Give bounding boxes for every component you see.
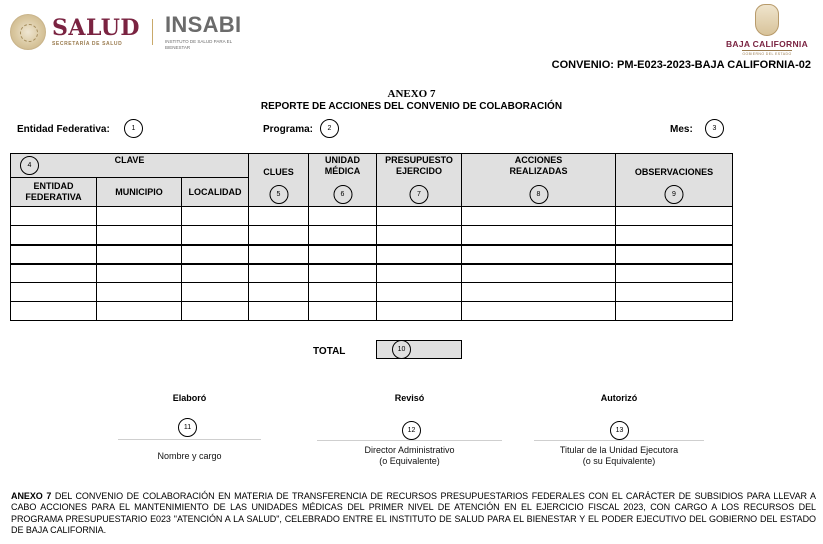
signature-reviso-marker[interactable]: 12 <box>402 421 421 440</box>
table-cell[interactable] <box>97 245 182 264</box>
signature-elaboro-title: Elaboró <box>172 393 207 403</box>
table-cell[interactable] <box>182 283 249 302</box>
annex-title: ANEXO 7 <box>387 88 436 100</box>
total-value-field[interactable] <box>376 340 462 359</box>
header-entidad-label: ENTIDAD FEDERATIVA <box>25 181 82 202</box>
table-cell[interactable] <box>309 226 377 245</box>
mexico-coat-of-arms-icon <box>10 14 46 50</box>
salud-insabi-logo <box>10 12 241 52</box>
signature-autorizo-caption <box>534 445 704 467</box>
signature-reviso-caption-line2: (o Equivalente) <box>379 456 440 466</box>
table-cell[interactable] <box>616 283 733 302</box>
table-cell[interactable] <box>249 302 309 321</box>
table-cell[interactable] <box>462 302 616 321</box>
insabi-logo-subtitle: INSTITUTO DE SALUD PARA EL BIENESTAR <box>165 39 232 50</box>
table-cell[interactable] <box>249 264 309 283</box>
header-presupuesto-label: PRESUPUESTO EJERCIDO <box>385 155 453 176</box>
field-programa-marker[interactable]: 2 <box>320 119 339 138</box>
table-cell[interactable] <box>616 226 733 245</box>
table-cell[interactable] <box>377 226 462 245</box>
table-row <box>11 207 733 226</box>
table-cell[interactable] <box>97 226 182 245</box>
header-acciones-realizadas <box>462 154 616 207</box>
table-cell[interactable] <box>462 245 616 264</box>
table-cell[interactable] <box>97 283 182 302</box>
table-cell[interactable] <box>97 302 182 321</box>
table-cell[interactable] <box>616 302 733 321</box>
signature-reviso-caption <box>317 445 502 467</box>
table-cell[interactable] <box>11 207 97 226</box>
table-cell[interactable] <box>97 264 182 283</box>
logo-divider <box>152 19 153 45</box>
acciones-marker[interactable]: 8 <box>529 185 548 204</box>
table-cell[interactable] <box>249 226 309 245</box>
table-cell[interactable] <box>249 283 309 302</box>
actions-report-table <box>10 153 733 321</box>
footer-bold-lead: ANEXO 7 <box>11 491 52 501</box>
field-entidad-label: Entidad Federativa: <box>17 124 110 135</box>
header-localidad <box>182 178 249 207</box>
table-cell[interactable] <box>377 283 462 302</box>
signature-elaboro-caption <box>118 451 261 462</box>
total-label: TOTAL <box>313 346 346 357</box>
table-row <box>11 302 733 321</box>
header-unidad-medica <box>309 154 377 207</box>
baja-california-shield-icon <box>755 4 779 36</box>
table-cell[interactable] <box>377 207 462 226</box>
field-mes-label: Mes: <box>670 124 693 135</box>
header-municipio <box>97 178 182 207</box>
header-acciones-label: ACCIONES REALIZADAS <box>509 155 568 176</box>
footer-body: DEL CONVENIO DE COLABORACIÓN EN MATERIA DE TRANSFERENCIA DE RECURSOS PRESUPUESTARIOS FEDERALES CON EL CARÁCTER DE SUBSIDIOS PARA LLEVAR A CABO ACCIONES PARA EL MANTENIMIENTO DE LAS UNIDADES MÉDICAS DEL PRIMER NIVEL DE ATENCIÓN EN EL EJERCICIO FISCAL 2023, CON CARGO A LOS RECURSOS DEL PROGRAMA PRESUPUESTARIO E023 "ATENCIÓN A LA SALUD", CELEBRADO ENTRE EL INSTITUTO DE SALUD PARA EL BIENESTAR Y EL PODER EJECUTIVO DEL GOBIERNO DEL ESTADO DE BAJA CALIFORNIA. <box>11 491 816 535</box>
header-localidad-label: LOCALIDAD <box>188 186 242 197</box>
clues-marker[interactable]: 5 <box>269 185 288 204</box>
footer-legal-text <box>11 491 816 536</box>
header-entidad-federativa <box>11 178 97 207</box>
table-cell[interactable] <box>616 245 733 264</box>
table-cell[interactable] <box>249 207 309 226</box>
field-entidad-marker[interactable]: 1 <box>124 119 143 138</box>
table-cell[interactable] <box>11 283 97 302</box>
header-clave <box>11 154 249 178</box>
observaciones-marker[interactable]: 9 <box>665 185 684 204</box>
field-programa-label: Programa: <box>263 124 314 135</box>
signature-elaboro-line[interactable] <box>118 439 261 440</box>
table-row <box>11 226 733 245</box>
header-clues <box>249 154 309 207</box>
signature-autorizo-title: Autorizó <box>600 393 638 403</box>
table-row <box>11 283 733 302</box>
state-logo-subtitle: GOBIERNO DEL ESTADO <box>742 51 792 56</box>
table-row <box>11 245 733 264</box>
table-cell[interactable] <box>182 226 249 245</box>
table-cell[interactable] <box>182 302 249 321</box>
table-cell[interactable] <box>182 264 249 283</box>
signature-autorizo-caption-line1: Titular de la Unidad Ejecutora <box>559 445 679 455</box>
table-cell[interactable] <box>11 264 97 283</box>
field-mes-marker[interactable]: 3 <box>705 119 724 138</box>
header-presupuesto-ejercido <box>377 154 462 207</box>
unidad-medica-marker[interactable]: 6 <box>333 185 352 204</box>
table-cell[interactable] <box>377 245 462 264</box>
signature-reviso-caption-line1: Director Administrativo <box>364 445 455 455</box>
salud-logo-title: SALUD <box>52 15 140 41</box>
header-observaciones-label: OBSERVACIONES <box>634 167 714 177</box>
table-cell[interactable] <box>97 207 182 226</box>
table-cell[interactable] <box>309 207 377 226</box>
header-observaciones <box>616 154 733 207</box>
table-cell[interactable] <box>377 264 462 283</box>
header-clues-label: CLUES <box>263 167 294 177</box>
header-unidad-medica-label: UNIDAD MÉDICA <box>324 155 361 176</box>
signature-autorizo-marker[interactable]: 13 <box>610 421 629 440</box>
salud-logo <box>52 17 140 47</box>
signature-autorizo-caption-line2: (o su Equivalente) <box>582 456 656 466</box>
clave-marker[interactable]: 4 <box>20 156 39 175</box>
table-cell[interactable] <box>462 264 616 283</box>
table-cell[interactable] <box>462 283 616 302</box>
table-cell[interactable] <box>616 207 733 226</box>
table-cell[interactable] <box>11 302 97 321</box>
signature-elaboro-caption-line1: Nombre y cargo <box>157 451 222 461</box>
table-cell[interactable] <box>309 302 377 321</box>
table-cell[interactable] <box>249 245 309 264</box>
report-title: REPORTE DE ACCIONES DEL CONVENIO DE COLABORACIÓN <box>260 101 563 112</box>
header-municipio-label: MUNICIPIO <box>115 186 163 197</box>
convenio-number: CONVENIO: PM-E023-2023-BAJA CALIFORNIA-02 <box>551 59 811 71</box>
insabi-logo <box>165 14 241 50</box>
table-cell[interactable] <box>309 245 377 264</box>
header-clave-label: CLAVE <box>114 155 145 165</box>
table-cell[interactable] <box>309 283 377 302</box>
presupuesto-marker[interactable]: 7 <box>410 185 429 204</box>
table-cell[interactable] <box>462 207 616 226</box>
table-cell[interactable] <box>182 207 249 226</box>
signature-reviso-line[interactable] <box>317 440 502 441</box>
signature-reviso-title: Revisó <box>394 393 425 403</box>
table-row <box>11 264 733 283</box>
insabi-logo-title: INSABI <box>165 12 242 37</box>
table-cell[interactable] <box>182 245 249 264</box>
table-cell[interactable] <box>616 264 733 283</box>
table-body <box>11 207 733 321</box>
total-marker: 10 <box>392 340 411 359</box>
table-cell[interactable] <box>309 264 377 283</box>
table-cell[interactable] <box>377 302 462 321</box>
salud-logo-subtitle: SECRETARÍA DE SALUD <box>52 41 123 47</box>
table-cell[interactable] <box>462 226 616 245</box>
table-cell[interactable] <box>11 245 97 264</box>
state-logo-title: BAJA CALIFORNIA <box>725 39 809 49</box>
signature-autorizo-line[interactable] <box>534 440 704 441</box>
signature-elaboro-marker[interactable]: 11 <box>178 418 197 437</box>
table-cell[interactable] <box>11 226 97 245</box>
baja-california-logo <box>724 4 810 56</box>
